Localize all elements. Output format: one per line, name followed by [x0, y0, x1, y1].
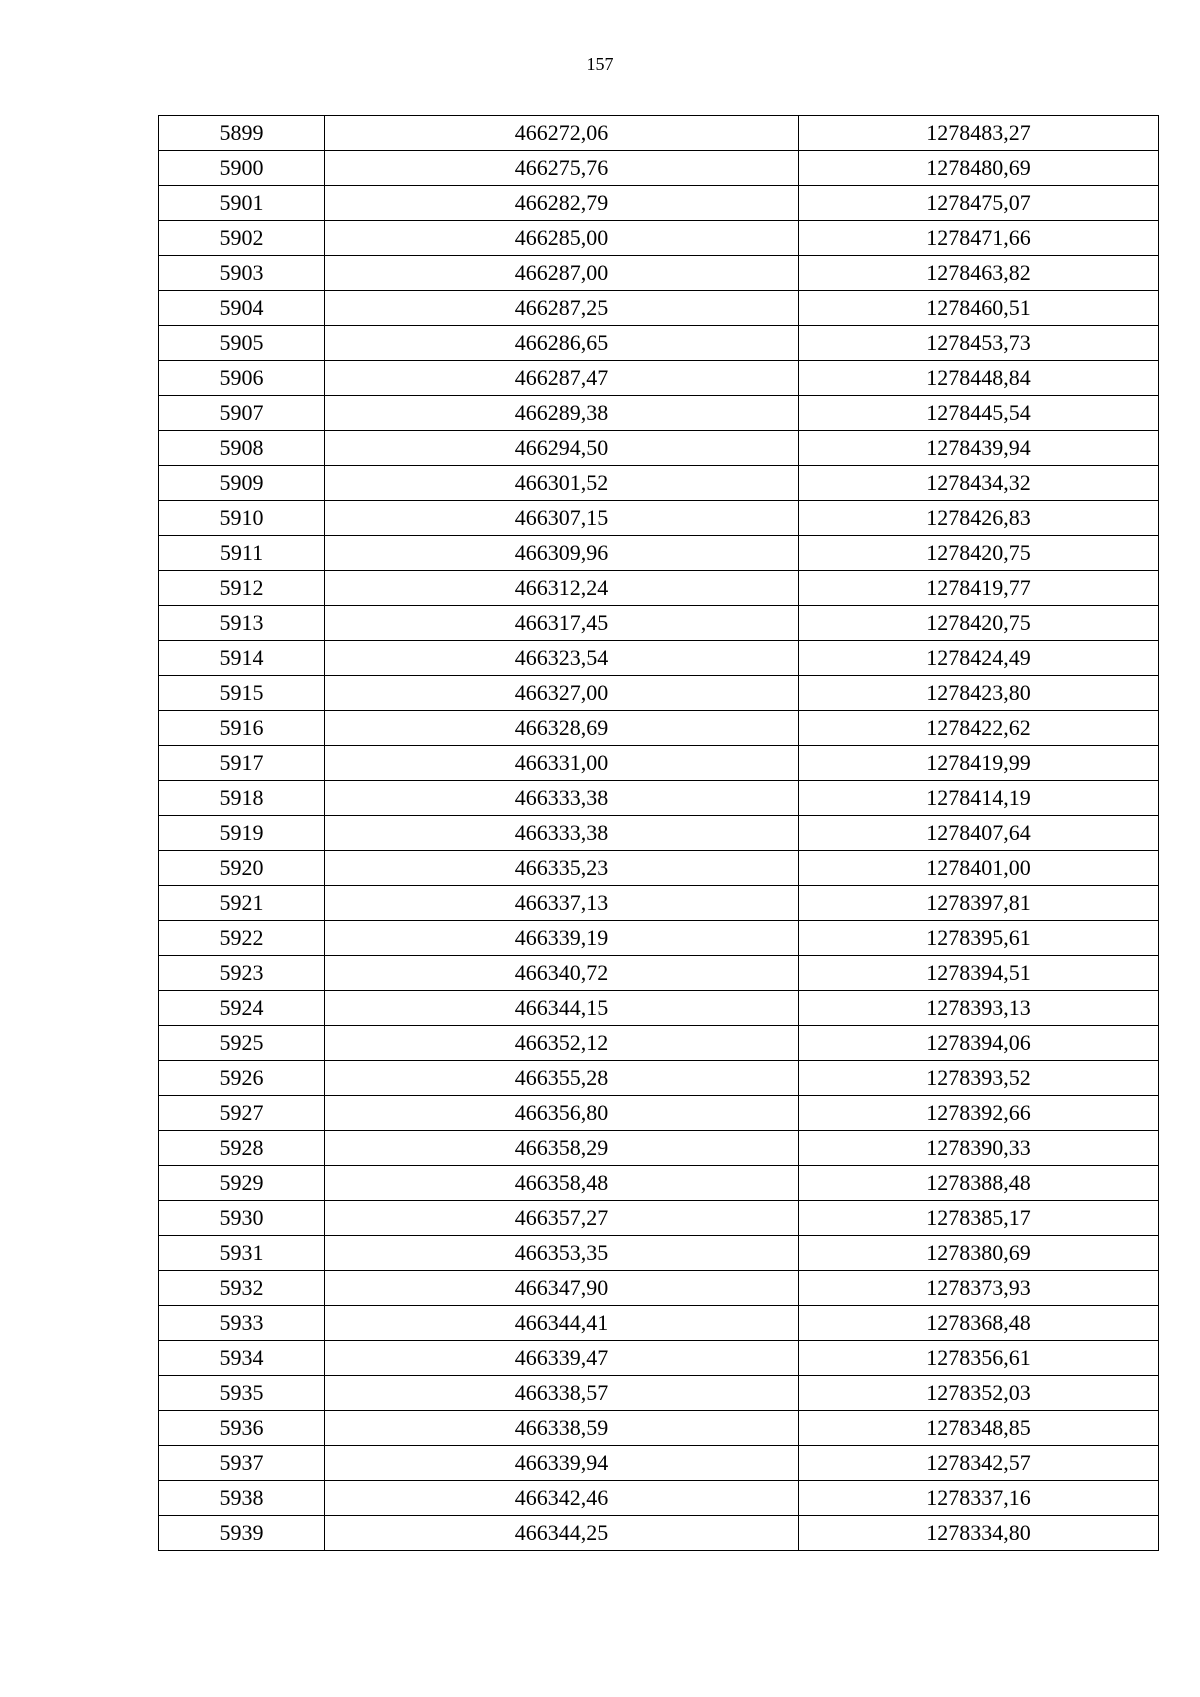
point-number-cell: 5918 — [159, 781, 325, 816]
y-coordinate-cell: 1278460,51 — [799, 291, 1159, 326]
table-row — [159, 361, 1159, 396]
table-row — [159, 1306, 1159, 1341]
point-number-cell: 5914 — [159, 641, 325, 676]
y-coordinate-cell: 1278385,17 — [799, 1201, 1159, 1236]
point-number-cell: 5937 — [159, 1446, 325, 1481]
y-coordinate-cell: 1278483,27 — [799, 116, 1159, 151]
y-coordinate-cell: 1278368,48 — [799, 1306, 1159, 1341]
point-number-cell: 5900 — [159, 151, 325, 186]
point-number-cell: 5901 — [159, 186, 325, 221]
table-row — [159, 396, 1159, 431]
x-coordinate-cell: 466328,69 — [325, 711, 799, 746]
point-number-cell: 5932 — [159, 1271, 325, 1306]
y-coordinate-cell: 1278397,81 — [799, 886, 1159, 921]
x-coordinate-cell: 466309,96 — [325, 536, 799, 571]
y-coordinate-cell: 1278380,69 — [799, 1236, 1159, 1271]
point-number-cell: 5907 — [159, 396, 325, 431]
point-number-cell: 5917 — [159, 746, 325, 781]
table-row — [159, 676, 1159, 711]
table-row — [159, 466, 1159, 501]
y-coordinate-cell: 1278423,80 — [799, 676, 1159, 711]
y-coordinate-cell: 1278393,13 — [799, 991, 1159, 1026]
point-number-cell: 5929 — [159, 1166, 325, 1201]
point-number-cell: 5910 — [159, 501, 325, 536]
y-coordinate-cell: 1278422,62 — [799, 711, 1159, 746]
table-row — [159, 1096, 1159, 1131]
x-coordinate-cell: 466344,25 — [325, 1516, 799, 1551]
table-row — [159, 606, 1159, 641]
table-row — [159, 1341, 1159, 1376]
x-coordinate-cell: 466317,45 — [325, 606, 799, 641]
x-coordinate-cell: 466323,54 — [325, 641, 799, 676]
y-coordinate-cell: 1278426,83 — [799, 501, 1159, 536]
coordinates-table-body — [159, 116, 1159, 1551]
y-coordinate-cell: 1278334,80 — [799, 1516, 1159, 1551]
x-coordinate-cell: 466358,29 — [325, 1131, 799, 1166]
point-number-cell: 5905 — [159, 326, 325, 361]
point-number-cell: 5920 — [159, 851, 325, 886]
x-coordinate-cell: 466356,80 — [325, 1096, 799, 1131]
point-number-cell: 5926 — [159, 1061, 325, 1096]
y-coordinate-cell: 1278463,82 — [799, 256, 1159, 291]
table-row — [159, 816, 1159, 851]
table-row — [159, 326, 1159, 361]
point-number-cell: 5935 — [159, 1376, 325, 1411]
y-coordinate-cell: 1278401,00 — [799, 851, 1159, 886]
point-number-cell: 5923 — [159, 956, 325, 991]
y-coordinate-cell: 1278475,07 — [799, 186, 1159, 221]
x-coordinate-cell: 466272,06 — [325, 116, 799, 151]
table-row — [159, 1026, 1159, 1061]
table-row — [159, 536, 1159, 571]
point-number-cell: 5924 — [159, 991, 325, 1026]
y-coordinate-cell: 1278420,75 — [799, 536, 1159, 571]
y-coordinate-cell: 1278419,77 — [799, 571, 1159, 606]
table-row — [159, 431, 1159, 466]
y-coordinate-cell: 1278414,19 — [799, 781, 1159, 816]
y-coordinate-cell: 1278445,54 — [799, 396, 1159, 431]
point-number-cell: 5899 — [159, 116, 325, 151]
table-row — [159, 1376, 1159, 1411]
x-coordinate-cell: 466353,35 — [325, 1236, 799, 1271]
x-coordinate-cell: 466275,76 — [325, 151, 799, 186]
table-row — [159, 641, 1159, 676]
page-number: 157 — [586, 54, 614, 74]
y-coordinate-cell: 1278448,84 — [799, 361, 1159, 396]
x-coordinate-cell: 466344,41 — [325, 1306, 799, 1341]
x-coordinate-cell: 466327,00 — [325, 676, 799, 711]
table-row — [159, 1236, 1159, 1271]
table-row — [159, 1446, 1159, 1481]
x-coordinate-cell: 466335,23 — [325, 851, 799, 886]
table-row — [159, 151, 1159, 186]
y-coordinate-cell: 1278394,06 — [799, 1026, 1159, 1061]
x-coordinate-cell: 466339,19 — [325, 921, 799, 956]
y-coordinate-cell: 1278407,64 — [799, 816, 1159, 851]
x-coordinate-cell: 466333,38 — [325, 781, 799, 816]
table-row — [159, 1061, 1159, 1096]
y-coordinate-cell: 1278393,52 — [799, 1061, 1159, 1096]
table-row — [159, 886, 1159, 921]
x-coordinate-cell: 466342,46 — [325, 1481, 799, 1516]
table-row — [159, 221, 1159, 256]
y-coordinate-cell: 1278420,75 — [799, 606, 1159, 641]
table-row — [159, 781, 1159, 816]
point-number-cell: 5903 — [159, 256, 325, 291]
x-coordinate-cell: 466331,00 — [325, 746, 799, 781]
table-row — [159, 746, 1159, 781]
table-row — [159, 1411, 1159, 1446]
x-coordinate-cell: 466338,57 — [325, 1376, 799, 1411]
x-coordinate-cell: 466307,15 — [325, 501, 799, 536]
table-row — [159, 501, 1159, 536]
x-coordinate-cell: 466287,25 — [325, 291, 799, 326]
point-number-cell: 5934 — [159, 1341, 325, 1376]
table-row — [159, 256, 1159, 291]
point-number-cell: 5922 — [159, 921, 325, 956]
point-number-cell: 5936 — [159, 1411, 325, 1446]
point-number-cell: 5938 — [159, 1481, 325, 1516]
x-coordinate-cell: 466340,72 — [325, 956, 799, 991]
y-coordinate-cell: 1278342,57 — [799, 1446, 1159, 1481]
table-row — [159, 991, 1159, 1026]
y-coordinate-cell: 1278390,33 — [799, 1131, 1159, 1166]
x-coordinate-cell: 466301,52 — [325, 466, 799, 501]
table-row — [159, 921, 1159, 956]
point-number-cell: 5906 — [159, 361, 325, 396]
point-number-cell: 5916 — [159, 711, 325, 746]
x-coordinate-cell: 466312,24 — [325, 571, 799, 606]
point-number-cell: 5911 — [159, 536, 325, 571]
x-coordinate-cell: 466285,00 — [325, 221, 799, 256]
point-number-cell: 5908 — [159, 431, 325, 466]
point-number-cell: 5928 — [159, 1131, 325, 1166]
point-number-cell: 5909 — [159, 466, 325, 501]
y-coordinate-cell: 1278356,61 — [799, 1341, 1159, 1376]
table-row — [159, 1131, 1159, 1166]
point-number-cell: 5927 — [159, 1096, 325, 1131]
point-number-cell: 5913 — [159, 606, 325, 641]
table-row — [159, 711, 1159, 746]
coordinates-table — [158, 115, 1159, 1551]
x-coordinate-cell: 466289,38 — [325, 396, 799, 431]
table-row — [159, 116, 1159, 151]
x-coordinate-cell: 466333,38 — [325, 816, 799, 851]
y-coordinate-cell: 1278392,66 — [799, 1096, 1159, 1131]
y-coordinate-cell: 1278434,32 — [799, 466, 1159, 501]
point-number-cell: 5931 — [159, 1236, 325, 1271]
point-number-cell: 5919 — [159, 816, 325, 851]
table-row — [159, 1271, 1159, 1306]
y-coordinate-cell: 1278395,61 — [799, 921, 1159, 956]
y-coordinate-cell: 1278388,48 — [799, 1166, 1159, 1201]
y-coordinate-cell: 1278352,03 — [799, 1376, 1159, 1411]
x-coordinate-cell: 466294,50 — [325, 431, 799, 466]
point-number-cell: 5915 — [159, 676, 325, 711]
y-coordinate-cell: 1278480,69 — [799, 151, 1159, 186]
point-number-cell: 5933 — [159, 1306, 325, 1341]
point-number-cell: 5902 — [159, 221, 325, 256]
x-coordinate-cell: 466358,48 — [325, 1166, 799, 1201]
y-coordinate-cell: 1278337,16 — [799, 1481, 1159, 1516]
x-coordinate-cell: 466344,15 — [325, 991, 799, 1026]
table-row — [159, 1166, 1159, 1201]
point-number-cell: 5925 — [159, 1026, 325, 1061]
x-coordinate-cell: 466337,13 — [325, 886, 799, 921]
x-coordinate-cell: 466347,90 — [325, 1271, 799, 1306]
point-number-cell: 5930 — [159, 1201, 325, 1236]
y-coordinate-cell: 1278424,49 — [799, 641, 1159, 676]
table-row — [159, 956, 1159, 991]
table-row — [159, 291, 1159, 326]
y-coordinate-cell: 1278439,94 — [799, 431, 1159, 466]
x-coordinate-cell: 466339,94 — [325, 1446, 799, 1481]
x-coordinate-cell: 466339,47 — [325, 1341, 799, 1376]
y-coordinate-cell: 1278453,73 — [799, 326, 1159, 361]
table-row — [159, 851, 1159, 886]
point-number-cell: 5912 — [159, 571, 325, 606]
table-row — [159, 571, 1159, 606]
point-number-cell: 5939 — [159, 1516, 325, 1551]
y-coordinate-cell: 1278348,85 — [799, 1411, 1159, 1446]
point-number-cell: 5904 — [159, 291, 325, 326]
table-row — [159, 1201, 1159, 1236]
x-coordinate-cell: 466282,79 — [325, 186, 799, 221]
table-row — [159, 1516, 1159, 1551]
x-coordinate-cell: 466338,59 — [325, 1411, 799, 1446]
x-coordinate-cell: 466286,65 — [325, 326, 799, 361]
y-coordinate-cell: 1278394,51 — [799, 956, 1159, 991]
y-coordinate-cell: 1278471,66 — [799, 221, 1159, 256]
y-coordinate-cell: 1278419,99 — [799, 746, 1159, 781]
x-coordinate-cell: 466355,28 — [325, 1061, 799, 1096]
table-row — [159, 186, 1159, 221]
y-coordinate-cell: 1278373,93 — [799, 1271, 1159, 1306]
x-coordinate-cell: 466287,00 — [325, 256, 799, 291]
point-number-cell: 5921 — [159, 886, 325, 921]
x-coordinate-cell: 466352,12 — [325, 1026, 799, 1061]
table-row — [159, 1481, 1159, 1516]
x-coordinate-cell: 466357,27 — [325, 1201, 799, 1236]
x-coordinate-cell: 466287,47 — [325, 361, 799, 396]
